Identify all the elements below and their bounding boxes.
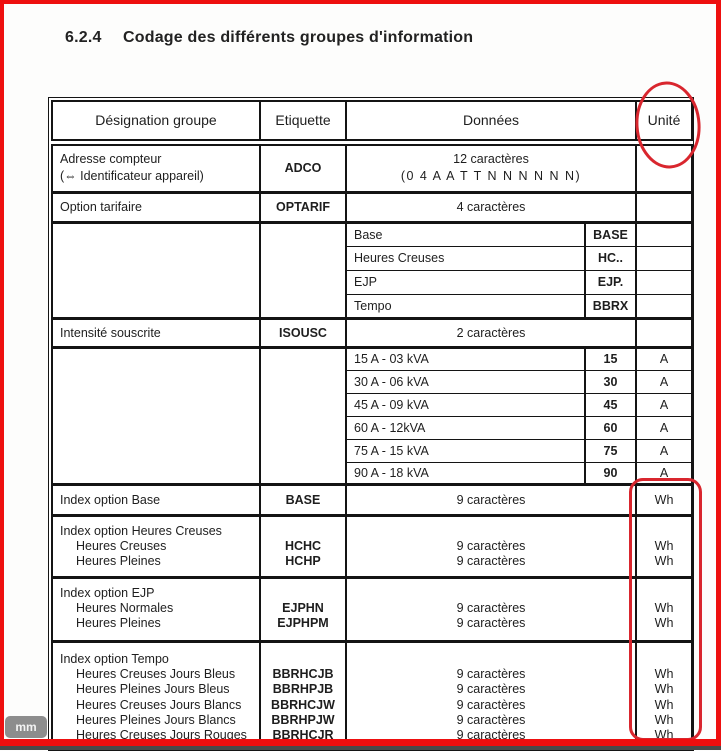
index-tempo-donnees	[346, 641, 636, 747]
spacer-line	[347, 524, 635, 539]
group-line-label: Heures Pleines Jours Bleus	[76, 682, 230, 697]
value-code: EJP.	[585, 270, 636, 294]
value-unite: A	[636, 439, 692, 462]
col-header-etiquette: Etiquette	[260, 101, 346, 142]
value-label: 45 A - 09 kVA	[346, 393, 585, 416]
value-unite: A	[636, 370, 692, 393]
index-ejp-donnees	[346, 577, 636, 641]
blank-designation-cell	[52, 222, 260, 318]
index-tempo-unites	[636, 641, 692, 747]
window-bottom-edge	[0, 746, 721, 750]
spacer-line	[347, 652, 635, 667]
group-line-etiquette: BBRHCJR	[272, 728, 334, 743]
index-base-designation: Index option Base	[52, 484, 260, 515]
isousc-donnees: 2 caractères	[346, 318, 636, 347]
spacer-line	[261, 586, 345, 601]
adco-designation	[52, 142, 260, 192]
optarif-donnees: 4 caractères	[346, 192, 636, 222]
spacer-line	[347, 586, 635, 601]
isousc-etiquette: ISOUSC	[260, 318, 346, 347]
value-unite: A	[636, 462, 692, 484]
coding-table	[51, 100, 693, 748]
value-unite	[636, 294, 692, 318]
spacer-line	[261, 524, 345, 539]
adco-donnees-line2: (0 4 A A T T N N N N N N)	[400, 169, 582, 183]
index-base-etiquette: BASE	[260, 484, 346, 515]
isousc-unite	[636, 318, 692, 347]
section-heading	[65, 29, 473, 47]
value-unite	[636, 270, 692, 294]
value-label: 60 A - 12kVA	[346, 416, 585, 439]
value-code: 15	[585, 347, 636, 370]
group-line-etiquette: EJPHN	[282, 600, 324, 615]
group-line-label: Heures Pleines Jours Blancs	[76, 713, 236, 728]
index-hc-designation	[52, 515, 260, 577]
col-header-donnees: Données	[346, 101, 636, 142]
index-base-donnees: 9 caractères	[346, 484, 636, 515]
row-optarif-value-base	[52, 222, 692, 246]
group-line-label: Heures Normales	[76, 600, 174, 615]
row-index-tempo	[52, 641, 692, 747]
index-base-unite: Wh	[636, 484, 692, 515]
value-label: Tempo	[346, 294, 585, 318]
value-code: 75	[585, 439, 636, 462]
index-hc-unites	[636, 515, 692, 577]
group-line-donnees: 9 caractères	[456, 600, 526, 615]
group-line-etiquette: BBRHCJW	[271, 697, 335, 712]
value-code: 45	[585, 393, 636, 416]
group-line-donnees: 9 caractères	[456, 666, 526, 681]
section-number: 6.2.4	[65, 29, 102, 46]
value-code: 30	[585, 370, 636, 393]
group-line-unite: Wh	[654, 600, 674, 615]
group-line-unite: Wh	[654, 666, 674, 681]
value-label: Heures Creuses	[346, 246, 585, 270]
index-hc-etiquettes	[260, 515, 346, 577]
group-line-unite: Wh	[654, 538, 674, 553]
value-code: BBRX	[585, 294, 636, 318]
adco-donnees-line1: 12 caractères	[453, 152, 529, 166]
value-label: 30 A - 06 kVA	[346, 370, 585, 393]
value-code: 90	[585, 462, 636, 484]
group-line-donnees: 9 caractères	[456, 713, 526, 728]
spacer-line	[637, 524, 691, 539]
mm-tooltip-badge: mm	[5, 716, 47, 738]
index-hc-donnees	[346, 515, 636, 577]
value-unite: A	[636, 393, 692, 416]
group-title: Index option EJP	[60, 585, 155, 600]
index-tempo-etiquettes	[260, 641, 346, 747]
group-title: Index option Tempo	[60, 651, 169, 666]
adco-donnees	[346, 142, 636, 192]
isousc-designation: Intensité souscrite	[52, 318, 260, 347]
group-line-unite: Wh	[654, 682, 674, 697]
group-line-unite: Wh	[654, 616, 674, 631]
index-ejp-etiquettes	[260, 577, 346, 641]
row-adco	[52, 142, 692, 192]
spacer-line	[637, 652, 691, 667]
optarif-etiquette: OPTARIF	[260, 192, 346, 222]
section-title: Codage des différents groupes d'information	[123, 29, 474, 46]
group-line-donnees: 9 caractères	[456, 697, 526, 712]
value-label: 15 A - 03 kVA	[346, 347, 585, 370]
index-ejp-designation	[52, 577, 260, 641]
adco-unite	[636, 142, 692, 192]
value-unite: A	[636, 416, 692, 439]
row-index-hc	[52, 515, 692, 577]
adco-etiquette: ADCO	[260, 142, 346, 192]
spacer-line	[261, 652, 345, 667]
group-line-donnees: 9 caractères	[456, 728, 526, 743]
col-header-designation: Désignation groupe	[52, 101, 260, 142]
index-tempo-designation	[52, 641, 260, 747]
value-label: 90 A - 18 kVA	[346, 462, 585, 484]
optarif-designation: Option tarifaire	[52, 192, 260, 222]
value-code: 60	[585, 416, 636, 439]
blank-designation-cell	[52, 347, 260, 484]
group-line-label: Heures Creuses Jours Rouges	[76, 728, 247, 743]
coding-table-wrapper	[48, 97, 694, 751]
group-line-label: Heures Creuses Jours Bleus	[76, 666, 236, 681]
group-line-unite: Wh	[654, 697, 674, 712]
adco-designation-line2: (⇔ Identificateur appareil)	[60, 169, 204, 183]
group-line-label: Heures Creuses	[76, 538, 167, 553]
value-unite	[636, 222, 692, 246]
group-line-etiquette: HCHP	[285, 554, 321, 569]
value-label: 75 A - 15 kVA	[346, 439, 585, 462]
group-line-unite: Wh	[654, 728, 674, 743]
group-line-unite: Wh	[654, 713, 674, 728]
group-line-etiquette: EJPHPM	[277, 616, 329, 631]
group-line-etiquette: BBRHPJB	[272, 682, 334, 697]
optarif-unite	[636, 192, 692, 222]
group-line-label: Heures Pleines	[76, 554, 161, 569]
value-unite: A	[636, 347, 692, 370]
value-label: Base	[346, 222, 585, 246]
group-line-label: Heures Pleines	[76, 616, 161, 631]
group-title: Index option Heures Creuses	[60, 523, 222, 538]
spacer-line	[637, 586, 691, 601]
blank-etiquette-cell	[260, 347, 346, 484]
group-line-donnees: 9 caractères	[456, 554, 526, 569]
row-isousc-value-15	[52, 347, 692, 370]
adco-designation-line1: Adresse compteur	[60, 152, 162, 166]
group-line-etiquette: BBRHCJB	[272, 666, 334, 681]
header-row	[52, 101, 692, 142]
group-line-etiquette: BBRHPJW	[271, 713, 335, 728]
group-line-donnees: 9 caractères	[456, 682, 526, 697]
value-label: EJP	[346, 270, 585, 294]
value-unite	[636, 246, 692, 270]
value-code: HC..	[585, 246, 636, 270]
blank-etiquette-cell	[260, 222, 346, 318]
group-line-label: Heures Creuses Jours Blancs	[76, 697, 242, 712]
group-line-donnees: 9 caractères	[456, 538, 526, 553]
row-index-ejp	[52, 577, 692, 641]
value-code: BASE	[585, 222, 636, 246]
group-line-unite: Wh	[654, 554, 674, 569]
group-line-etiquette: HCHC	[284, 538, 322, 553]
group-line-donnees: 9 caractères	[456, 616, 526, 631]
row-optarif	[52, 192, 692, 222]
row-isousc	[52, 318, 692, 347]
index-ejp-unites	[636, 577, 692, 641]
col-header-unite: Unité	[636, 101, 692, 142]
row-index-base	[52, 484, 692, 515]
